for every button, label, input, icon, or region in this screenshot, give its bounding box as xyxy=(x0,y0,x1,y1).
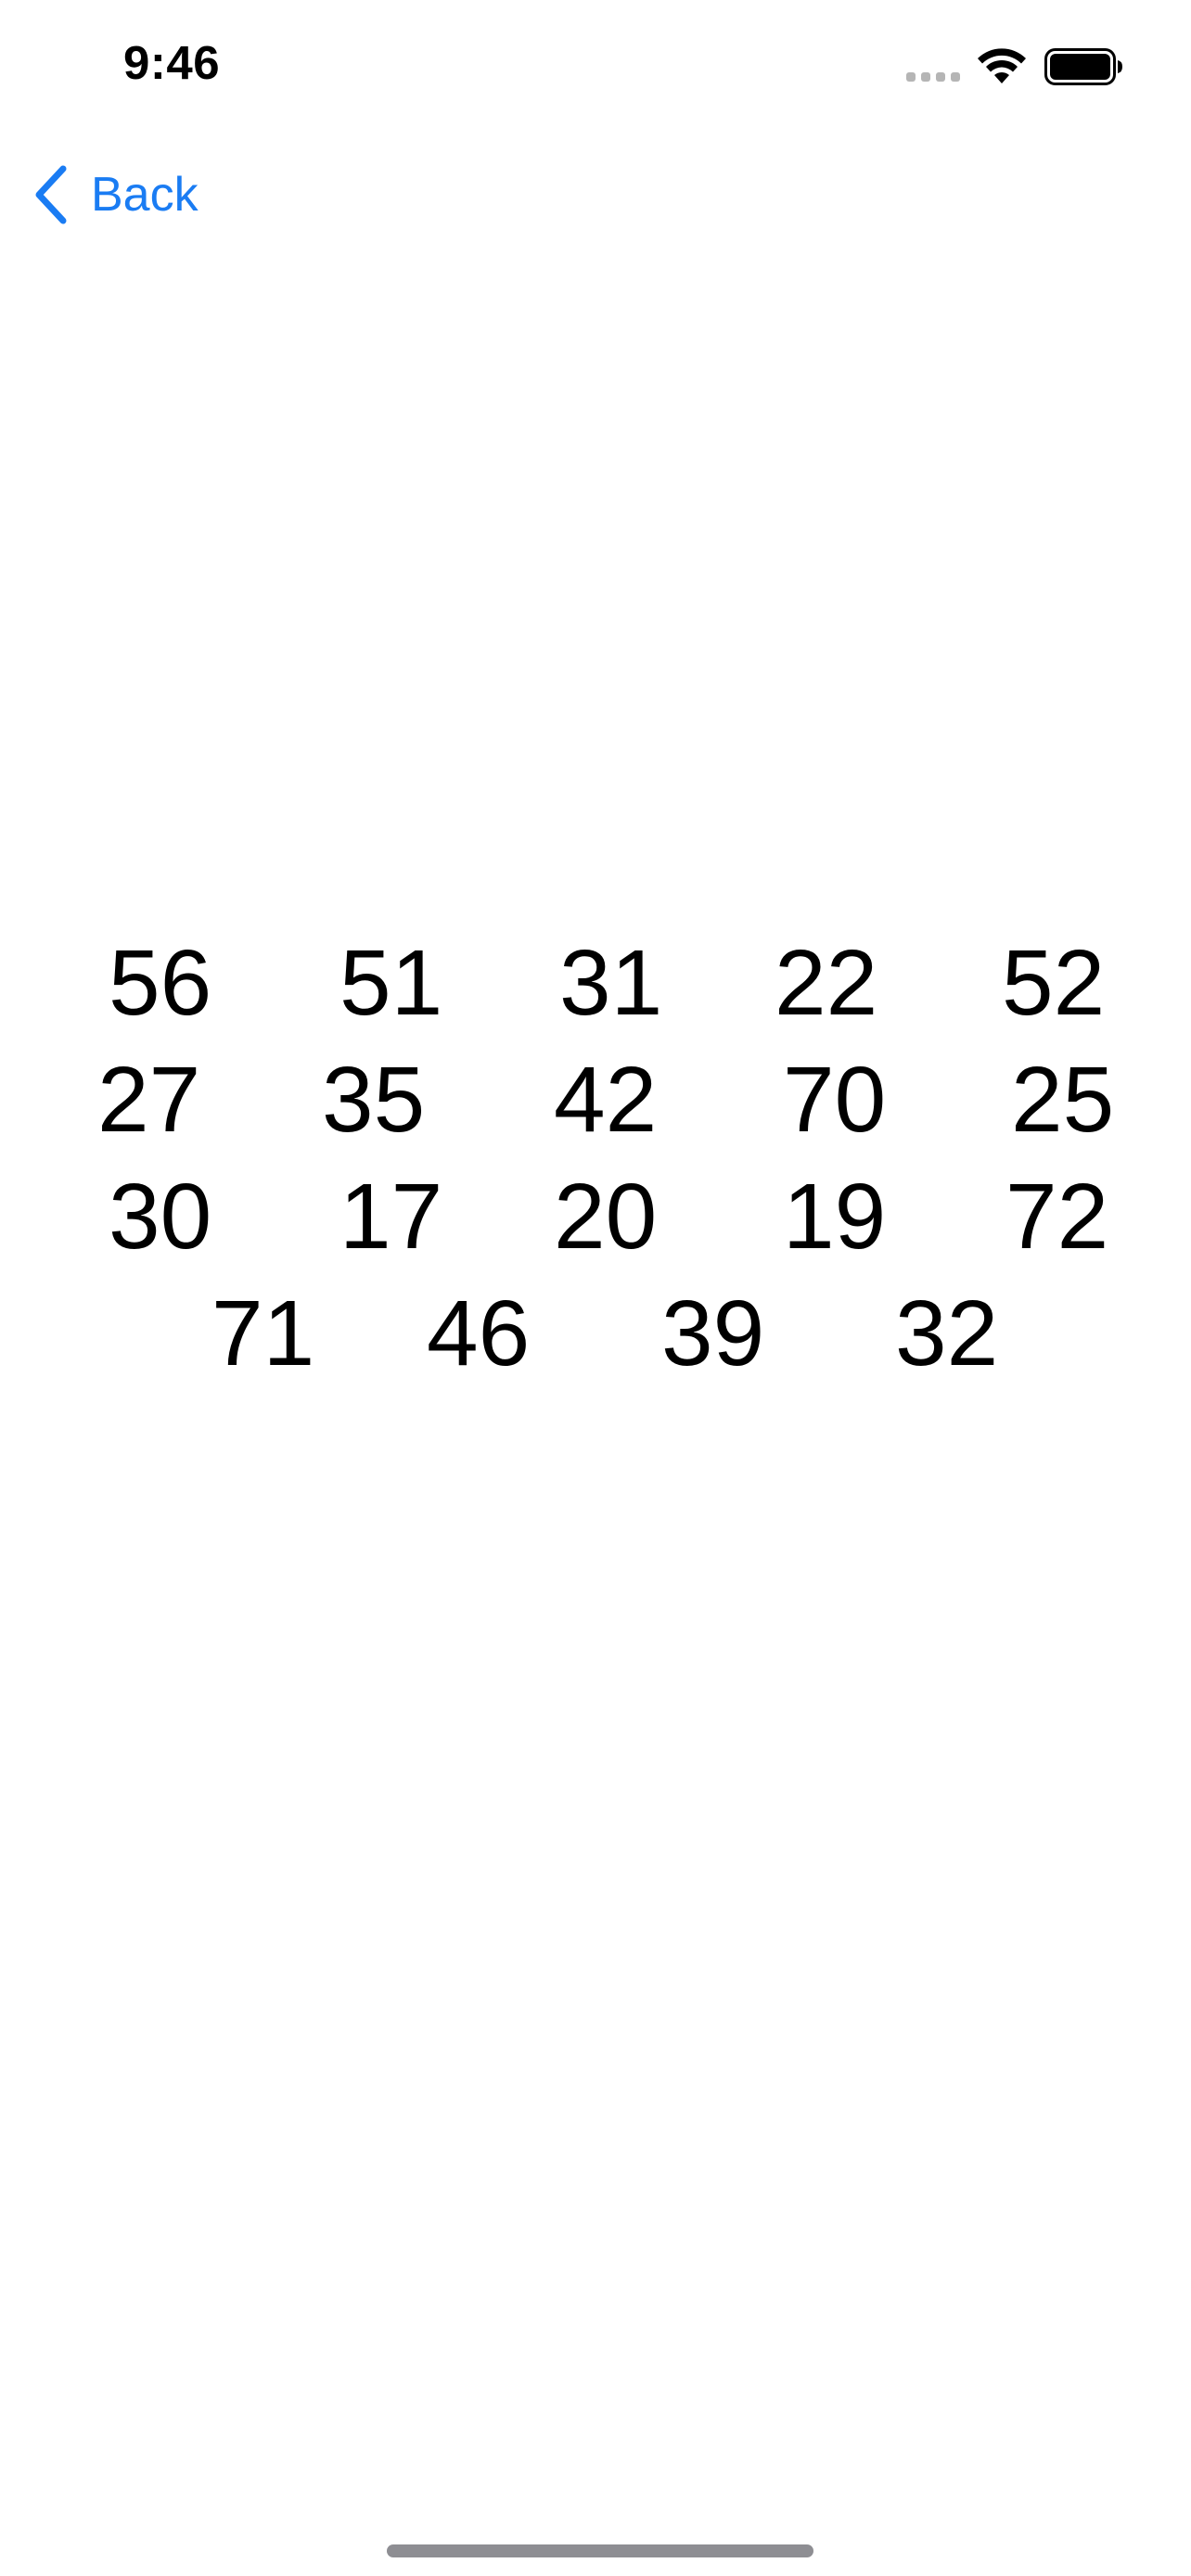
number-cell: 72 xyxy=(1005,1165,1109,1269)
number-cell: 19 xyxy=(783,1165,887,1269)
back-button-label: Back xyxy=(91,168,198,222)
number-cell: 51 xyxy=(339,931,443,1035)
number-cell: 25 xyxy=(1011,1048,1115,1152)
number-cell: 31 xyxy=(559,931,663,1035)
number-cell: 17 xyxy=(339,1165,443,1269)
number-cell: 39 xyxy=(661,1282,765,1385)
number-cell: 70 xyxy=(783,1048,887,1152)
number-cell: 52 xyxy=(1002,931,1106,1035)
number-cell: 20 xyxy=(554,1165,658,1269)
number-cell: 42 xyxy=(554,1048,658,1152)
number-cell: 56 xyxy=(109,931,212,1035)
number-cell: 22 xyxy=(775,931,878,1035)
status-time: 9:46 xyxy=(123,36,221,89)
number-cell: 27 xyxy=(97,1048,201,1152)
number-cell: 46 xyxy=(427,1282,531,1385)
number-cell: 30 xyxy=(109,1165,212,1269)
number-cell: 35 xyxy=(322,1048,426,1152)
number-cell: 71 xyxy=(211,1282,315,1385)
home-indicator[interactable] xyxy=(387,2544,813,2557)
number-cell: 32 xyxy=(895,1282,999,1385)
